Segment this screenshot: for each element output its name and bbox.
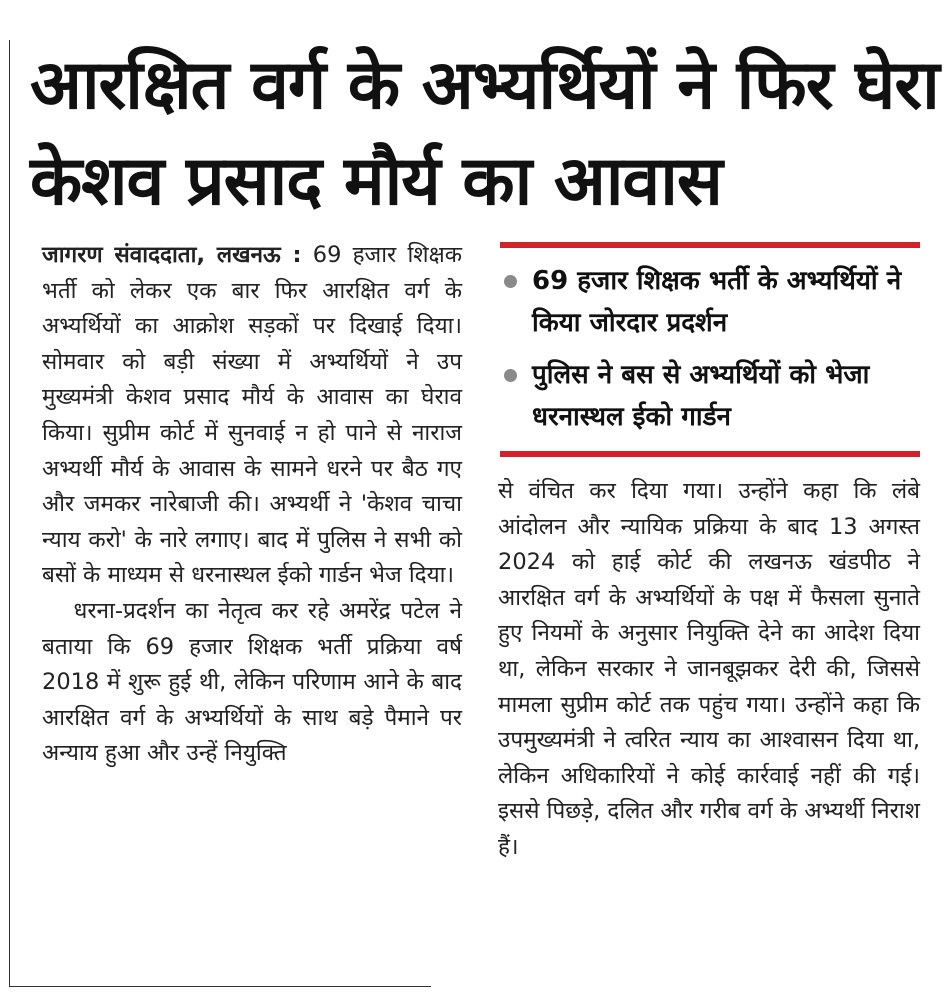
- highlight-top-rule: [500, 242, 920, 248]
- bullet-icon: [504, 369, 517, 382]
- highlight-text: 69 हजार शिक्षक भर्ती के अभ्यर्थियों ने किया जोरदार प्रदर्शन: [532, 266, 902, 338]
- headline: आरक्षित वर्ग के अभ्यर्थियों ने फिर घेरा केशव प्रसाद मौर्य का आवास: [30, 46, 939, 221]
- bullet-icon: [504, 275, 517, 288]
- paragraph-1-text: 69 हजार शिक्षक भर्ती को लेकर एक बार फिर आरक्षित वर्ग के अभ्यर्थियों का आक्रोश सड़कों पर दिखाई दिया। सोमवार को बड़ी संख्या में अभ्यर्थियों ने उप मुख्यमंत्री केशव प्रसाद मौर्य के आवास का घेराव किया। सुप्रीम कोर्ट में सुनवाई न हो पाने से नाराज अभ्यर्थी मौर्य के आवास के सामने धरने पर बैठ गए और जमकर नारेबाजी की। अभ्यर्थी ने 'केशव चाचा न्याय करो' के नारे लगाए। बाद में पुलिस ने सभी को बसों के माध्यम से धरनास्थल ईको गार्डन भेज दिया।: [42, 242, 462, 589]
- highlight-box: [500, 260, 920, 448]
- highlight-item: [500, 354, 920, 438]
- highlight-item: [500, 260, 920, 344]
- highlight-bottom-rule: [500, 451, 920, 457]
- highlight-text: पुलिस ने बस से अभ्यर्थियों को भेजा धरनास्थल ईको गार्डन: [532, 360, 870, 432]
- paragraph-2: धरना-प्रदर्शन का नेतृत्व कर रहे अमरेंद्र पटेल ने बताया कि 69 हजार शिक्षक भर्ती प्रक्रिया वर्ष 2018 में शुरू हुई थी, लेकिन परिणाम आने के बाद आरक्षित वर्ग के अभ्यर्थियों के साथ बड़े पैमाने पर अन्याय हुआ और उन्हें नियुक्ति: [42, 597, 462, 767]
- byline: जागरण संवाददाता, लखनऊ :: [42, 242, 302, 268]
- article-column-left: [42, 238, 462, 772]
- clipping-bottom-border: [9, 986, 431, 987]
- article-column-right: [498, 474, 920, 866]
- clipping-left-border: [9, 40, 10, 987]
- paragraph-3: से वंचित कर दिया गया। उन्होंने कहा कि लंबे आंदोलन और न्यायिक प्रक्रिया के बाद 13 अगस्त 2024 को हाई कोर्ट की लखनऊ खंडपीठ ने आरक्षित वर्ग के अभ्यर्थियों के पक्ष में फैसला सुनाते हुए नियमों के अनुसार नियुक्ति देने का आदेश दिया था, लेकिन सरकार ने जानबूझकर देरी की, जिससे मामला सुप्रीम कोर्ट तक पहुंच गया। उन्होंने कहा कि उपमुख्यमंत्री ने त्वरित न्याय का आश्वासन दिया था, लेकिन अधिकारियों ने कोई कार्रवाई नहीं की गई। इससे पिछड़े, दलित और गरीब वर्ग के अभ्यर्थी निराश हैं।: [498, 478, 920, 860]
- paragraph-intro: [42, 238, 462, 594]
